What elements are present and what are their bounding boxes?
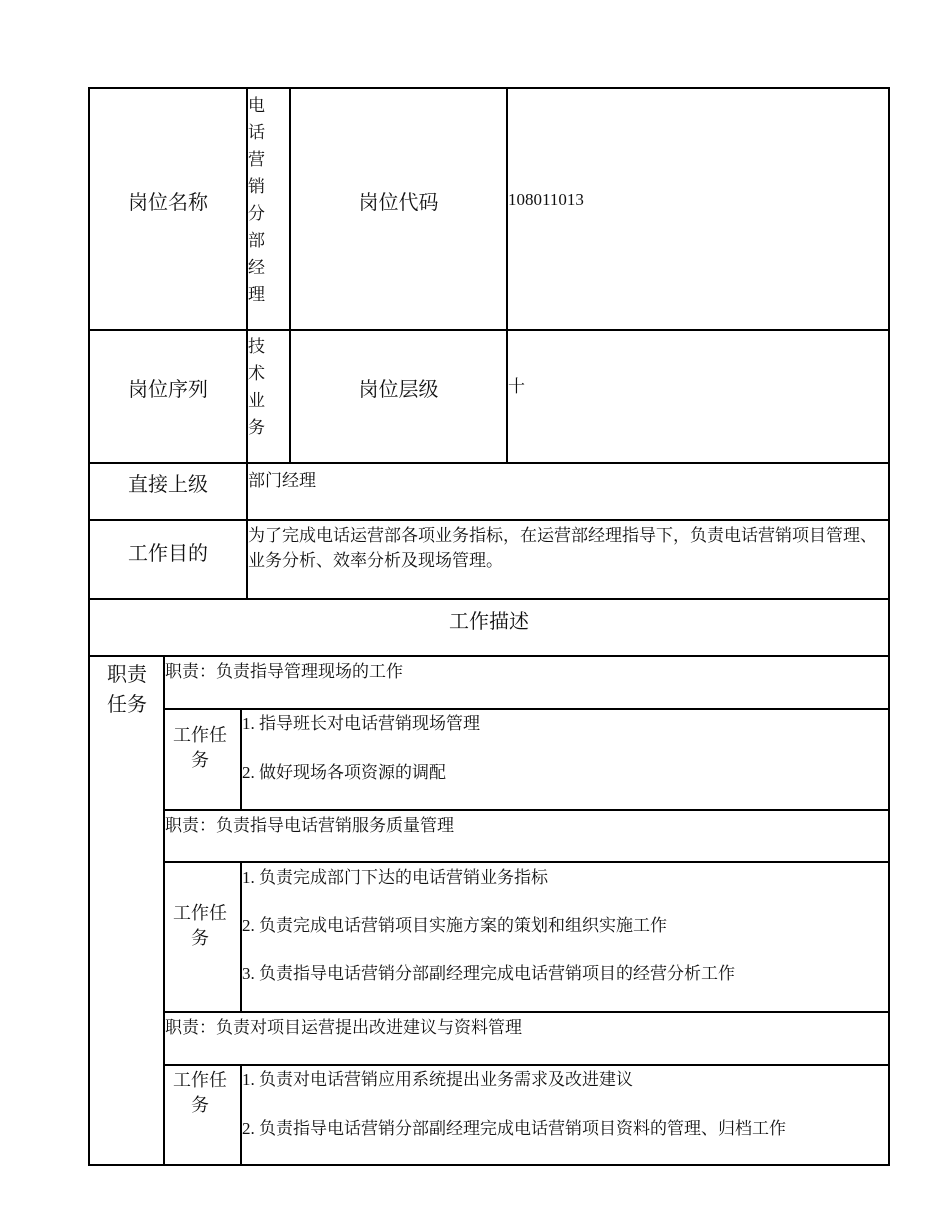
col-divider — [163, 655, 165, 1166]
purpose-value: 为了完成电话运营部各项业务指标，在运营部经理指导下，负责电话营销项目管理、业务分析、效率分析及现场管理。 — [248, 526, 877, 570]
position-series-label: 岗位序列 — [128, 379, 208, 401]
row-divider — [88, 519, 890, 521]
work-description-title: 工作描述 — [449, 611, 529, 633]
task-item: 2. 负责完成电话营销项目实施方案的策划和组织实施工作 — [242, 916, 667, 935]
position-series-value: 技术业务 — [248, 337, 265, 437]
task-label: 工作任务 — [173, 903, 227, 948]
duty-title: 职责：负责指导电话营销服务质量管理 — [165, 816, 454, 835]
task-item: 1. 负责对电话营销应用系统提出业务需求及改进建议 — [242, 1070, 633, 1089]
task-item: 2. 负责指导电话营销分部副经理完成电话营销项目资料的管理、归档工作 — [242, 1119, 786, 1138]
position-level-value: 十 — [508, 377, 525, 396]
position-level-label: 岗位层级 — [358, 379, 439, 401]
task-item: 1. 指导班长对电话营销现场管理 — [242, 714, 480, 733]
task-label: 工作任务 — [173, 725, 227, 770]
position-code-value: 108011013 — [508, 190, 584, 209]
task-item: 2. 做好现场各项资源的调配 — [242, 763, 446, 782]
duty-title: 职责：负责对项目运营提出改进建议与资料管理 — [165, 1018, 522, 1037]
row-divider — [163, 809, 890, 811]
table-border-top — [88, 87, 890, 89]
row-divider — [163, 708, 890, 710]
task-item: 1. 负责完成部门下达的电话营销业务指标 — [242, 868, 548, 887]
row-divider — [88, 598, 890, 600]
purpose-label: 工作目的 — [128, 543, 208, 565]
col-divider — [506, 87, 508, 464]
duty-section-label: 职责任务 — [107, 664, 147, 716]
table-border-right — [888, 87, 890, 1166]
position-name-label: 岗位名称 — [128, 192, 208, 214]
row-divider — [88, 655, 890, 657]
task-label: 工作任务 — [173, 1070, 227, 1115]
superior-label: 直接上级 — [128, 474, 208, 496]
row-divider — [163, 1064, 890, 1066]
position-name-value: 电话营销分部经理 — [248, 96, 265, 304]
row-divider — [163, 1011, 890, 1013]
col-divider — [289, 87, 291, 464]
row-divider — [163, 861, 890, 863]
position-code-label: 岗位代码 — [358, 192, 439, 214]
task-item: 3. 负责指导电话营销分部副经理完成电话营销项目的经营分析工作 — [242, 964, 735, 983]
duty-title: 职责：负责指导管理现场的工作 — [165, 662, 403, 681]
row-divider — [88, 462, 890, 464]
row-divider — [88, 329, 890, 331]
table-border-bottom — [88, 1164, 890, 1166]
superior-value: 部门经理 — [248, 471, 316, 490]
